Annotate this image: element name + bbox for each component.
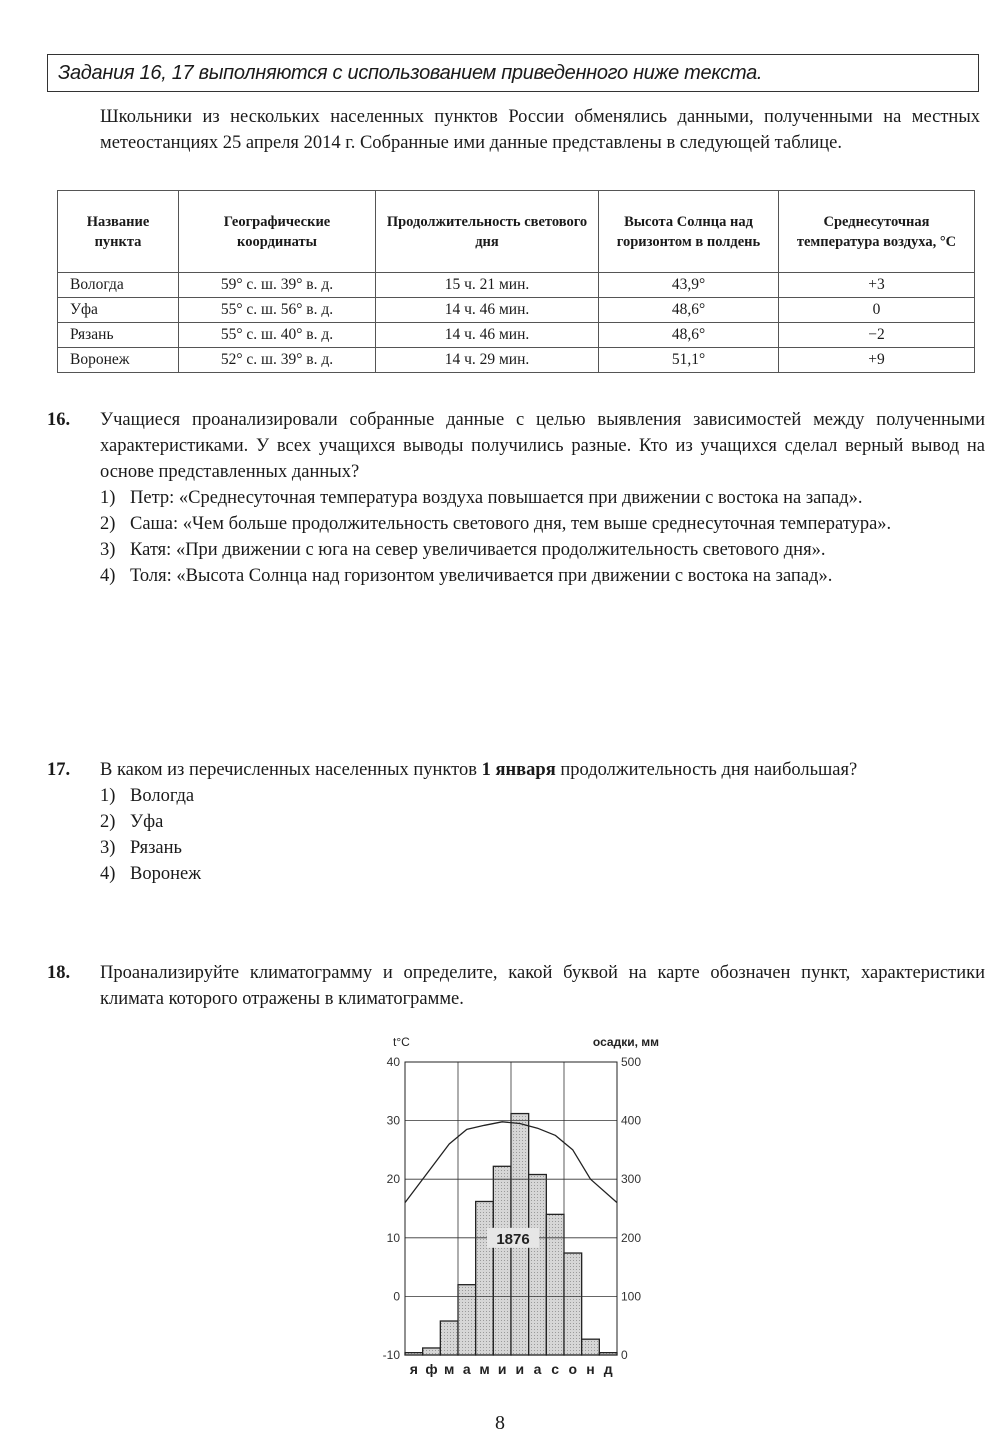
left-axis-title: t°C bbox=[393, 1035, 410, 1049]
question-17-text-part: продолжительность дня наибольшая? bbox=[555, 760, 858, 780]
left-axis-tick: 30 bbox=[386, 1113, 400, 1128]
precipitation-bar bbox=[564, 1253, 582, 1355]
col-header-coordinates: Географические координаты bbox=[179, 191, 376, 273]
month-label: с bbox=[551, 1361, 560, 1377]
precipitation-bar bbox=[476, 1201, 494, 1355]
option-number: 1) bbox=[100, 786, 116, 806]
cell-coordinates: 55° с. ш. 40° в. д. bbox=[179, 323, 376, 348]
question-16-number: 16. bbox=[47, 410, 71, 430]
cell-sun-altitude: 43,9° bbox=[599, 273, 779, 298]
page-number: 8 bbox=[495, 1412, 505, 1434]
cell-sun-altitude: 51,1° bbox=[599, 348, 779, 373]
month-label: и bbox=[515, 1361, 525, 1377]
month-label: а bbox=[533, 1361, 542, 1377]
precipitation-bar bbox=[458, 1285, 476, 1355]
cell-city: Вологда bbox=[58, 273, 179, 298]
option-text: Петр: «Среднесуточная температура воздуха повышается при движении с востока на запад». bbox=[130, 488, 863, 508]
cell-coordinates: 59° с. ш. 39° в. д. bbox=[179, 273, 376, 298]
cell-city: Рязань bbox=[58, 323, 179, 348]
month-label: ф bbox=[425, 1361, 438, 1377]
cell-daylight: 14 ч. 46 мин. bbox=[376, 323, 599, 348]
cell-daylight: 15 ч. 21 мин. bbox=[376, 273, 599, 298]
cell-city: Уфа bbox=[58, 298, 179, 323]
month-label: м bbox=[443, 1361, 455, 1377]
right-axis-tick: 0 bbox=[621, 1348, 628, 1362]
left-axis-tick: 0 bbox=[393, 1289, 400, 1304]
cell-temperature: +3 bbox=[779, 273, 975, 298]
annual-precipitation-label: 1876 bbox=[496, 1230, 530, 1248]
option-text: Уфа bbox=[130, 812, 164, 832]
month-label: я bbox=[409, 1361, 418, 1377]
intro-paragraph: Школьники из нескольких населенных пунктов России обменялись данными, полученными на местных метеостанциях 25 апреля 2014 г. Собранные ими данные представлены в следующей таблице. bbox=[100, 107, 980, 153]
cell-sun-altitude: 48,6° bbox=[599, 323, 779, 348]
month-label: н bbox=[586, 1361, 595, 1377]
cell-temperature: +9 bbox=[779, 348, 975, 373]
col-header-temperature: Среднесуточная температура воздуха, °С bbox=[779, 191, 975, 273]
col-header-name: Название пункта bbox=[58, 191, 179, 273]
left-axis-tick: 10 bbox=[386, 1230, 400, 1245]
option-number: 4) bbox=[100, 566, 116, 586]
question-17-number: 17. bbox=[47, 760, 71, 780]
cell-temperature: −2 bbox=[779, 323, 975, 348]
option-text: Толя: «Высота Солнца над горизонтом увеличивается при движении с востока на запад». bbox=[130, 566, 833, 586]
left-axis-tick: 20 bbox=[386, 1172, 400, 1187]
precipitation-bar bbox=[582, 1339, 600, 1355]
precipitation-bar bbox=[493, 1166, 511, 1355]
right-axis-tick: 100 bbox=[621, 1289, 642, 1304]
option-text: Вологда bbox=[130, 786, 195, 806]
right-axis-tick: 300 bbox=[621, 1172, 642, 1187]
question-17-bold-date: 1 января bbox=[481, 760, 556, 780]
option-text: Воронеж bbox=[130, 864, 201, 884]
month-label: д bbox=[603, 1361, 613, 1377]
option-number: 2) bbox=[100, 812, 116, 832]
left-axis-tick: -10 bbox=[382, 1348, 400, 1362]
col-header-daylight: Продолжительность светового дня bbox=[376, 191, 599, 273]
option-number: 1) bbox=[100, 488, 116, 508]
cell-coordinates: 55° с. ш. 56° в. д. bbox=[179, 298, 376, 323]
task-instruction-banner: Задания 16, 17 выполняются с использованием приведенного ниже текста. bbox=[47, 54, 979, 92]
option-number: 3) bbox=[100, 838, 116, 858]
question-16-text: Учащиеся проанализировали собранные данные с целью выявления зависимостей между полученными характеристиками. У всех учащихся выводы получились разные. Кто из учащихся сделал верный вывод на основе представленных данных? bbox=[100, 410, 985, 482]
precipitation-bar bbox=[423, 1348, 441, 1355]
left-axis-tick: 40 bbox=[386, 1055, 400, 1069]
precipitation-bar bbox=[546, 1214, 564, 1355]
right-axis-tick: 200 bbox=[621, 1230, 642, 1245]
cell-coordinates: 52° с. ш. 39° в. д. bbox=[179, 348, 376, 373]
cell-daylight: 14 ч. 29 мин. bbox=[376, 348, 599, 373]
option-number: 3) bbox=[100, 540, 116, 560]
right-axis-tick: 500 bbox=[621, 1055, 642, 1069]
question-17-text-part: В каком из перечисленных населенных пунктов bbox=[100, 760, 482, 780]
cell-city: Воронеж bbox=[58, 348, 179, 373]
right-axis-tick: 400 bbox=[621, 1113, 642, 1128]
cell-daylight: 14 ч. 46 мин. bbox=[376, 298, 599, 323]
question-18-number: 18. bbox=[47, 963, 71, 983]
month-label: м bbox=[479, 1361, 490, 1377]
option-number: 2) bbox=[100, 514, 116, 534]
precipitation-bar bbox=[440, 1321, 458, 1355]
option-text: Катя: «При движении с юга на север увеличивается продолжительность светового дня». bbox=[130, 540, 826, 560]
month-label: о bbox=[568, 1361, 578, 1377]
cell-temperature: 0 bbox=[779, 298, 975, 323]
question-18-text: Проанализируйте климатограмму и определите, какой буквой на карте обозначен пункт, характеристики климата которого отражены в климатограмме. bbox=[100, 963, 985, 1009]
option-text: Рязань bbox=[130, 838, 182, 858]
cell-sun-altitude: 48,6° bbox=[599, 298, 779, 323]
right-axis-title: осадки, мм bbox=[592, 1035, 659, 1049]
month-label: а bbox=[462, 1361, 471, 1377]
option-text: Саша: «Чем больше продолжительность светового дня, тем выше среднесуточная температура». bbox=[130, 514, 892, 534]
month-label: и bbox=[497, 1361, 507, 1377]
option-number: 4) bbox=[100, 864, 116, 884]
precipitation-bar bbox=[529, 1175, 547, 1355]
col-header-sun-altitude: Высота Солнца над горизонтом в полдень bbox=[599, 191, 779, 273]
